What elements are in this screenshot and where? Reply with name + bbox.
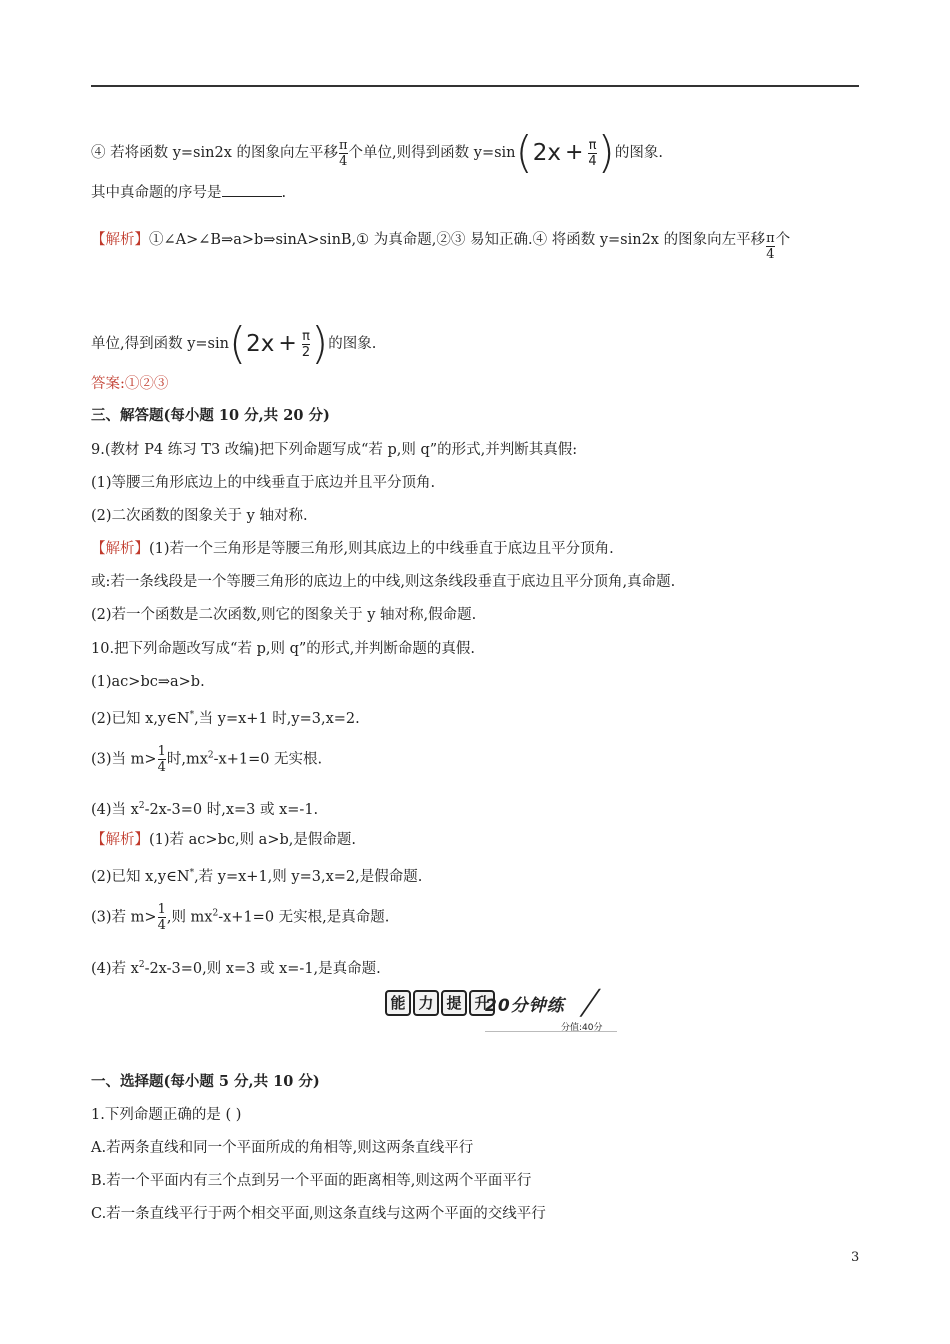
answer-blank [222,182,282,197]
true-props-line: 其中真命题的序号是 . [91,182,286,203]
answer-line: 答案:①②③ [91,376,169,392]
q10-solution4: (4)若 $x^2-2x-3=0$,则 x=3 或 x=-1,是真命题. [91,960,381,977]
q1-option-b: B.若一个平面内有三个点到另一个平面的距离相等,则这两个平面平行 [91,1173,532,1189]
badge-char: 力 [413,990,439,1016]
ability-badge [385,990,620,1034]
q1-option-c: C.若一条直线平行于两个相交平面,则这条直线与这两个平面的交线平行 [91,1206,546,1222]
badge-chips [385,990,495,1016]
q10-item1: (1)ac>bc⇒a>b. [91,674,205,690]
item4-line [91,127,663,178]
badge-underline [485,1031,617,1032]
q9-solution2: (2)若一个函数是二次函数,则它的图象关于 y 轴对称,假命题. [91,607,477,623]
q1-text: 1.下列命题正确的是 ( ) [91,1107,242,1123]
badge-char: 升 [469,990,495,1016]
q10-item3: (3)当 m> $\frac{1}{4}$ 时$,mx^2-x+1=0$ 无实根. [91,744,323,775]
pen-stroke-icon: ╱ [580,988,601,1017]
q1-option-a: A.若两条直线和同一个平面所成的角相等,则这两条直线平行 [91,1140,474,1156]
q10-solution1: 【解析】(1)若 ac>bc,则 a>b,是假命题. [91,832,356,848]
badge-practice: 20分钟练 [485,996,565,1016]
q10-solution3: (3)若 m> $\frac{1}{4}$ ,则 $mx^2-x+1=0$ 无实根,是真命题. [91,902,390,933]
header-rule [91,85,859,87]
item4-text3: 的图象. [614,145,663,161]
section1-heading: 一、选择题(每小题 5 分,共 10 分) [91,1073,320,1090]
q10-item2: (2)已知 x,y∈N*,当 y=x+1 时,y=3,x=2. [91,710,360,727]
q10-solution2: (2)已知 x,y∈N*,若 y=x+1,则 y=3,x=2,是假命题. [91,868,423,885]
item4-formula: (2x + $\frac{\pi}{4}$ ) [515,127,615,178]
analysis2-formula: (2x + $\frac{\pi}{2}$ ) [228,318,329,369]
item4-text1: ④ 若将函数 y=sin2x 的图象向左平移 [91,145,338,161]
badge-score: 分值:40分 [561,1023,603,1033]
page-number: 3 [851,1250,860,1265]
analysis-line-1: 【解析】①∠A>∠B⇒a>b⇒sinA>sinB,① 为真命题,②③ 易知正确.④ 将函数 y=sin2x 的图象向左平移 $\frac{\pi}{4}$ 个 [91,231,791,262]
badge-char: 能 [385,990,411,1016]
q9-text: 9.(教材 P4 练习 T3 改编)把下列命题写成“若 p,则 q”的形式,并判断其真假: [91,442,578,458]
q9-item2: (2)二次函数的图象关于 y 轴对称. [91,508,308,524]
q9-solution1: 【解析】(1)若一个三角形是等腰三角形,则其底边上的中线垂直于底边且平分顶角. [91,541,614,557]
item4-text2: 个单位,则得到函数 y=sin [348,145,516,161]
q10-item4: (4)当 $x^2-2x-3=0$ 时,x=3 或 x=-1. [91,801,319,818]
section3-heading: 三、解答题(每小题 10 分,共 20 分) [91,407,330,424]
q10-text: 10.把下列命题改写成“若 p,则 q”的形式,并判断命题的真假. [91,641,475,657]
item4-fraction: $\frac{\pi}{4}$ [339,137,348,169]
analysis-label: 【解析】 [91,232,149,248]
q9-item1: (1)等腰三角形底边上的中线垂直于底边并且平分顶角. [91,475,436,491]
analysis-line-2: 单位,得到函数 y=sin(2x + $\frac{\pi}{2}$ )的图象. [91,318,377,369]
analysis1-fraction: $\frac{\pi}{4}$ [766,231,775,262]
q9-solution1b: 或:若一条线段是一个等腰三角形的底边上的中线,则这条线段垂直于底边且平分顶角,真命题. [91,574,676,590]
badge-char: 提 [441,990,467,1016]
